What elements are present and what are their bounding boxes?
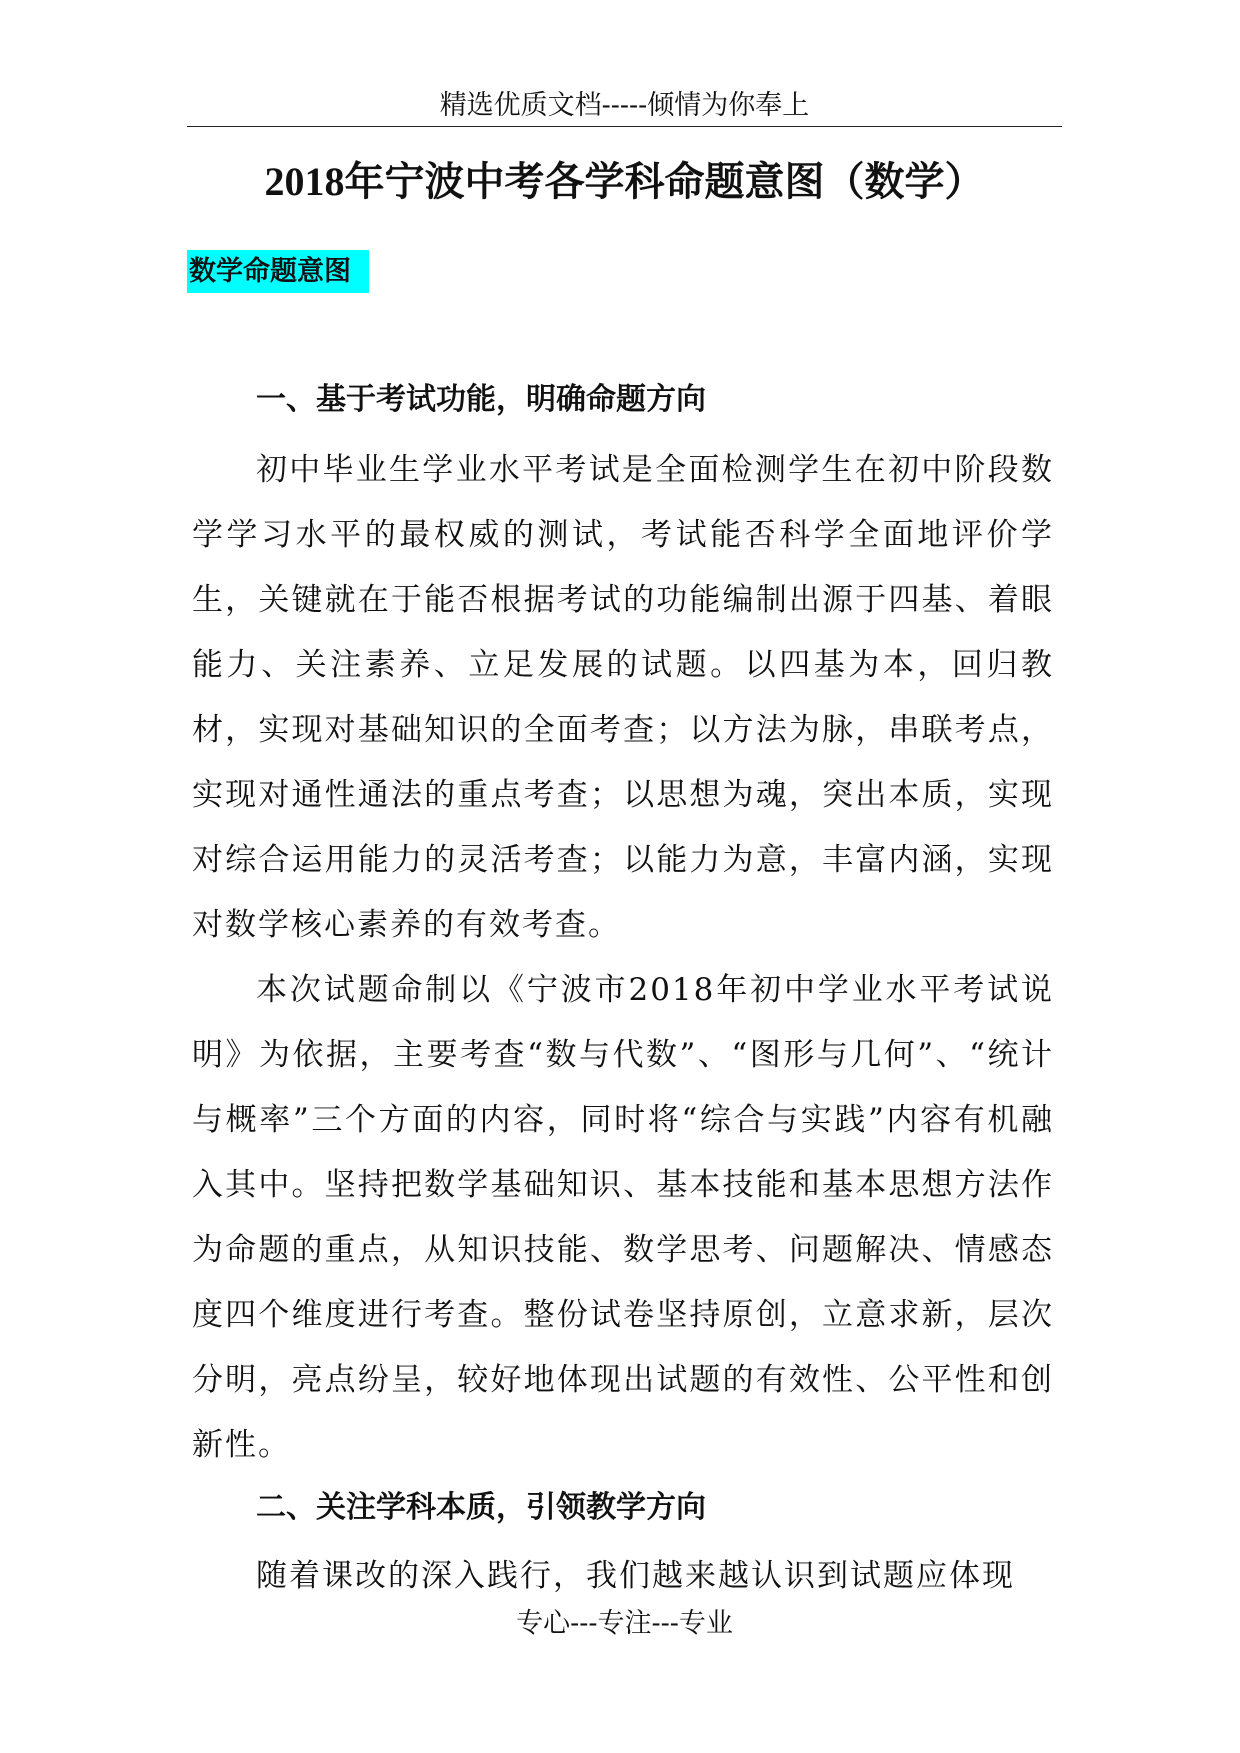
document-title: 2018年宁波中考各学科命题意图（数学） bbox=[264, 159, 985, 204]
page-header: 精选优质文档-----倾情为你奉上 bbox=[187, 86, 1062, 127]
document-body bbox=[192, 374, 1054, 1609]
section-tag-highlighted: 数学命题意图 bbox=[187, 250, 369, 293]
section-heading-1: 一、基于考试功能，明确命题方向 bbox=[256, 382, 706, 417]
body-paragraph-3: 随着课改的深入践行，我们越来越认识到试题应体现 bbox=[256, 1558, 1015, 1594]
body-paragraph-1: 初中毕业生学业水平考试是全面检测学生在初中阶段数学学习水平的最权威的测试，考试能否科学全面地评价学生，关键就在于能否根据考试的功能编制出源于四基、着眼能力、关注素养、立足发展的试题。以四基为本，回归教材，实现对基础知识的全面考查；以方法为脉，串联考点，实现对通性通法的重点考查；以思想为魂，突出本质，实现对综合运用能力的灵活考查；以能力为意，丰富内涵，实现对数学核心素养的有效考查。 bbox=[192, 452, 1054, 943]
body-paragraph-2: 本次试题命制以《宁波市2018年初中学业水平考试说明》为依据，主要考查“数与代数”、“图形与几何”、“统计与概率”三个方面的内容，同时将“综合与实践”内容有机融入其中。坚持把数学基础知识、基本技能和基本思想方法作为命题的重点，从知识技能、数学思考、问题解决、情感态度四个维度进行考查。整份试卷坚持原创，立意求新，层次分明，亮点纷呈，较好地体现出试题的有效性、公平性和创新性。 bbox=[192, 972, 1054, 1463]
page-footer: 专心---专注---专业 bbox=[516, 1608, 733, 1639]
section-heading-2: 二、关注学科本质，引领教学方向 bbox=[256, 1490, 706, 1525]
